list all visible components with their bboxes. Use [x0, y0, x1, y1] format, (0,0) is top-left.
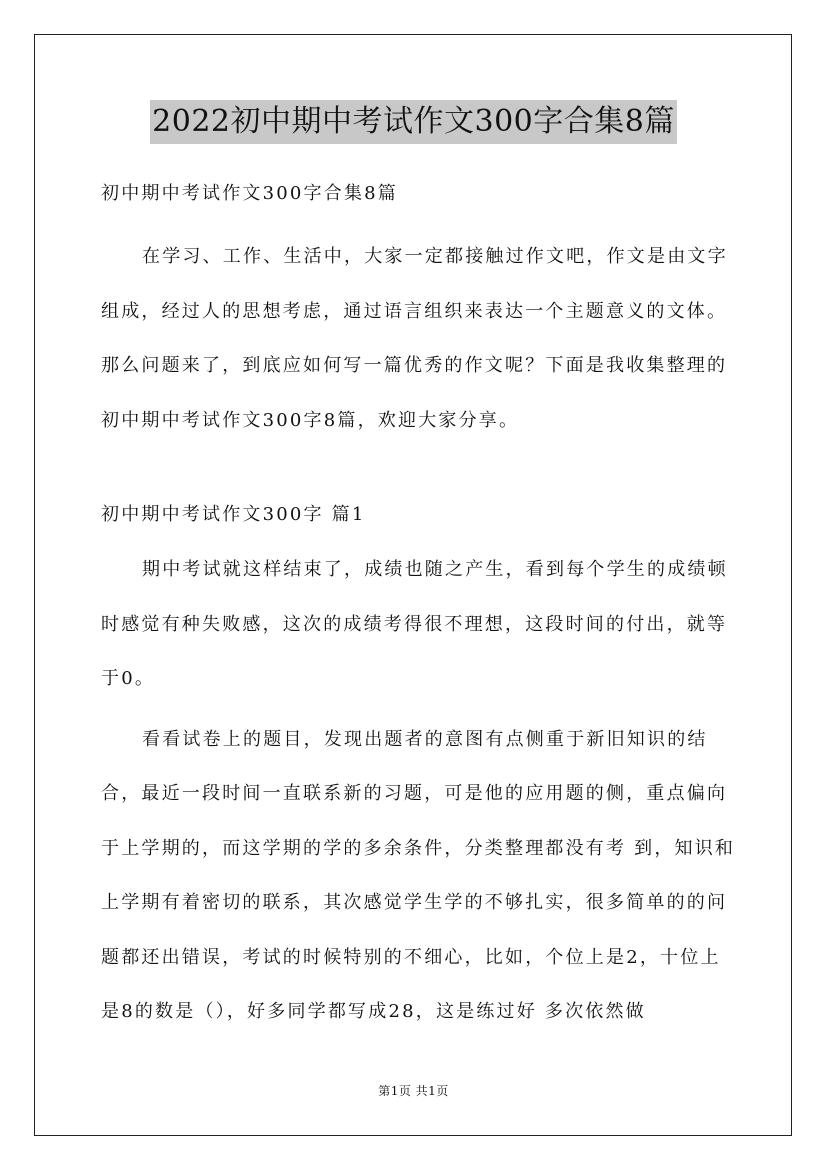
body-paragraph: 期中考试就这样结束了，成绩也随之产生，看到每个学生的成绩顿时感觉有种失败感，这次的成绩考得很不理想，这段时间的付出，就等于0。: [101, 559, 728, 689]
document-title: 2022初中期中考试作文300字合集8篇: [150, 100, 677, 144]
page-footer: 第1页 共1页: [378, 1084, 449, 1098]
document-body: [101, 174, 737, 1040]
document-subtitle: 初中期中考试作文300字合集8篇: [101, 183, 399, 204]
section-heading: 初中期中考试作文300字 篇1: [101, 504, 366, 525]
intro-paragraph: 在学习、工作、生活中，大家一定都接触过作文吧，作文是由文字组成，经过人的思想考虑，通过语言组织来表达一个主题意义的文体。那么问题来了，到底应如何写一篇优秀的作文呢？下面是我收集整理的初中期中考试作文300字8篇，欢迎大家分享。: [101, 246, 728, 431]
title-wrap: [0, 100, 827, 144]
body-paragraph: 看看试卷上的题目，发现出题者的意图有点侧重于新旧知识的结合，最近一段时间一直联系新的习题，可是他的应用题的侧，重点偏向于上学期的，而这学期的学的多余条件，分类整理都没有考 到，知识和上学期有着密切的联系，其次感觉学生学的不够扎实，很多简单的的问题都还出错误，考试的时候特别的不细心，比如，个位上是2，十位上是8的数是（），好多同学都写成28，这是练过好 多次依然做: [101, 728, 736, 1022]
